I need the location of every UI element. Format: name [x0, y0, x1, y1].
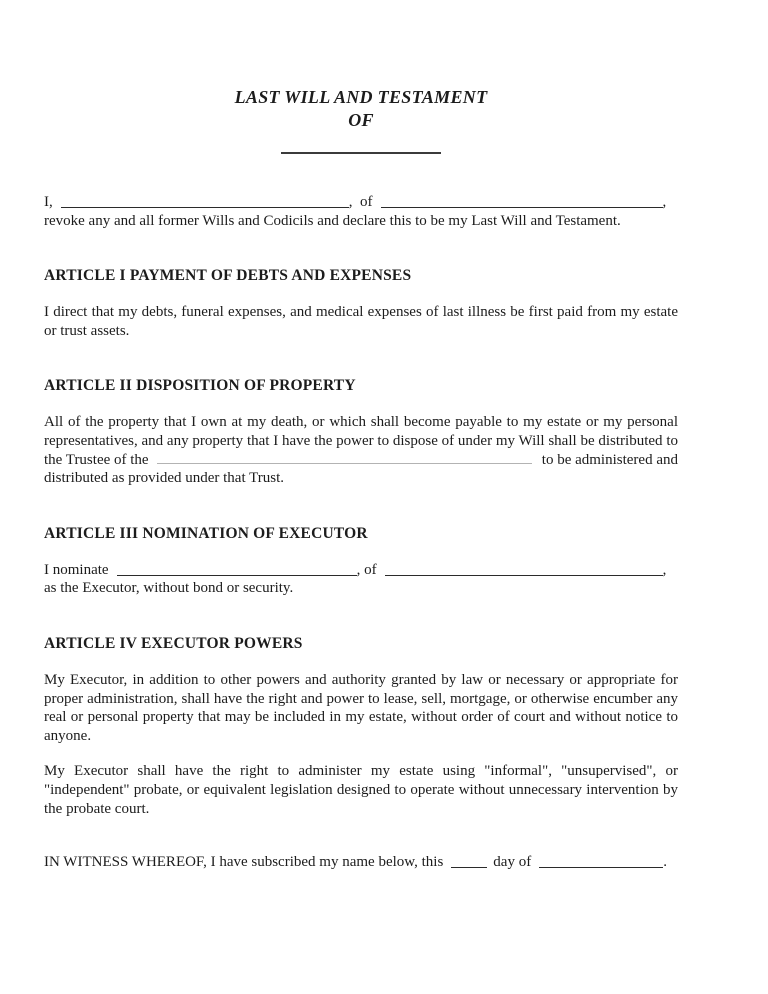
witness-text-end: .: [663, 854, 667, 871]
article-2-section: [44, 376, 678, 487]
month-blank[interactable]: [539, 854, 663, 868]
article-4-p1-line1: My Executor, in addition to other powers and authority granted by law or necessary or appropriate for: [44, 671, 678, 688]
article-4-p2-line1: My Executor shall have the right to administer my estate using "informal", "unsupervised", or: [44, 763, 678, 780]
article-4-paragraph-2: [44, 762, 678, 818]
article-2-line3-text-end: to be administered and: [541, 451, 678, 468]
trust-name-blank[interactable]: [157, 451, 532, 464]
opening-line1: [44, 193, 678, 212]
testator-name-blank[interactable]: [61, 194, 349, 208]
article-3-line1: [44, 561, 678, 580]
article-3-heading: ARTICLE III NOMINATION OF EXECUTOR: [44, 524, 368, 542]
document-title-block: [44, 86, 678, 154]
article-1-line1: I direct that my debts, funeral expenses, and medical expenses of last illness be first paid from my estate: [44, 304, 678, 321]
witness-clause: [44, 853, 678, 872]
opening-line1-text-end: ,: [662, 194, 667, 210]
day-blank[interactable]: [451, 854, 487, 868]
article-1-paragraph: [44, 303, 678, 340]
article-4-p1-line3: real or personal property that may be included in my estate, without order of court and without notice to: [44, 709, 678, 726]
article-2-line4: distributed as provided under that Trust.: [44, 470, 284, 487]
article-3-line1-text-start: I nominate: [44, 561, 109, 578]
article-1-heading: ARTICLE I PAYMENT OF DEBTS AND EXPENSES: [44, 267, 412, 285]
witness-text-start: IN WITNESS WHEREOF, I have subscribed my name below, this: [44, 854, 444, 871]
article-3-line1-text-mid: , of: [356, 561, 377, 578]
article-4-paragraph-1: [44, 671, 678, 745]
article-3-line1-text-end: ,: [662, 561, 667, 578]
article-4-p1-line2: proper administration, shall have the right and power to lease, sell, mortgage, or otherwise encumber any: [44, 690, 678, 707]
article-4-p2-line2: "independent" probate, or equivalent legislation designed to operate without unnecessary intervention by: [44, 781, 678, 798]
article-1-section: [44, 266, 678, 340]
article-2-line3: [44, 451, 678, 470]
executor-name-blank[interactable]: [117, 562, 357, 576]
article-1-line2: or trust assets.: [44, 322, 130, 339]
article-3-section: [44, 524, 678, 598]
article-4-section: [44, 634, 678, 818]
article-4-p1-line4: anyone.: [44, 727, 92, 744]
witness-line: [44, 853, 678, 872]
article-2-paragraph: [44, 413, 678, 487]
article-4-heading: ARTICLE IV EXECUTOR POWERS: [44, 634, 303, 652]
article-2-heading: ARTICLE II DISPOSITION OF PROPERTY: [44, 377, 356, 395]
witness-text-mid: day of: [493, 854, 532, 871]
document-title-of: OF: [348, 110, 374, 130]
testator-residence-blank[interactable]: [381, 194, 663, 208]
executor-residence-blank[interactable]: [385, 562, 663, 576]
opening-line1-text-mid: , of: [348, 194, 373, 210]
article-2-line1: All of the property that I own at my death, or which shall become payable to my estate or my personal: [44, 414, 678, 431]
document-title: LAST WILL AND TESTAMENT: [234, 87, 488, 107]
article-2-line2: representatives, and any property that I have the power to dispose of under my Will shall be distributed to: [44, 432, 678, 449]
article-3-line2: as the Executor, without bond or security.: [44, 580, 294, 597]
opening-line2: revoke any and all former Wills and Codicils and declare this to be my Last Will and Testament.: [44, 212, 621, 229]
title-name-blank[interactable]: [281, 152, 441, 154]
article-3-paragraph: [44, 561, 678, 598]
opening-paragraph: [44, 193, 678, 230]
article-4-p2-line3: the probate court.: [44, 800, 150, 817]
article-2-line3-text-start: the Trustee of the: [44, 451, 149, 468]
opening-line1-text-start: I,: [44, 194, 53, 210]
